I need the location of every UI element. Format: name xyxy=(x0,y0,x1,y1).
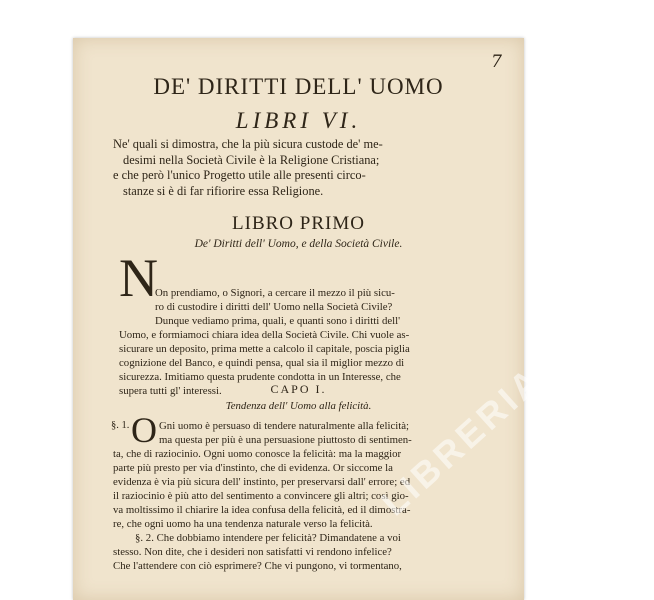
chapter-title: CAPO I. xyxy=(270,382,327,396)
paragraph-line: sicurare un deposito, prima mette a calcolo il capitale, poscia piglia xyxy=(119,343,410,355)
paragraph-line: il raziocinio è più atto del sentimento a convincere gli altri; così gio- xyxy=(113,490,409,502)
page-number: 7 xyxy=(491,52,502,72)
intro-line: desimi nella Società Civile è la Religione Cristiana; xyxy=(123,152,380,167)
paragraph-line: ta, che di raziocinio. Ogni uomo conosce la felicità: ma la maggior xyxy=(113,448,402,460)
page-title: DE' DIRITTI DELL' UOMO xyxy=(153,74,444,99)
paragraph-line: re, che ogni uomo ha una tendenza naturale verso la felicità. xyxy=(113,518,373,530)
drop-cap: N xyxy=(119,248,158,308)
paragraph-line: supera tutti gl' interessi. xyxy=(119,385,222,397)
paragraph-line: Che l'attendere con ciò esprimere? Che vi pungono, vi tormentano, xyxy=(113,560,402,572)
watermark: LIBRERIA xyxy=(373,357,551,524)
intro-line: stanze si è di far rifiorire essa Religione. xyxy=(123,183,324,198)
intro-paragraph xyxy=(113,137,483,199)
drop-cap: O xyxy=(131,410,157,450)
paragraph-line: Gni uomo è persuaso di tendere naturalmente alla felicità; xyxy=(159,420,410,432)
intro-line: Ne' quali si dimostra, che la più sicura custode de' me- xyxy=(113,137,383,151)
section-number: §. 1. xyxy=(111,420,130,431)
paragraph-line: sicurezza. Imitiamo questa prudente condotta in un Interesse, che xyxy=(119,371,401,383)
section-paragraph xyxy=(159,419,495,447)
section-paragraph-continued xyxy=(113,447,493,531)
paragraph-line: Uomo, e formiamoci chiara idea della Società Civile. Chi vuole as- xyxy=(119,329,410,341)
paragraph-line: parte più presto per via d'instinto, che di evidenza. Or siccome la xyxy=(113,462,393,474)
paragraph-line: evidenza è via più sicura dell' instinto, per preservarsi dall' errore; ed xyxy=(113,476,411,488)
paragraph-line: cognizione del Banco, e quindi pensa, qual sia il miglior mezzo di xyxy=(119,357,405,369)
paragraph-line: ro di custodire i diritti dell' Uomo nella Società Civile? xyxy=(155,301,393,313)
paragraph-line: On prendiamo, o Signori, a cercare il mezzo il più sicu- xyxy=(155,287,395,299)
book-title: LIBRO PRIMO xyxy=(232,213,365,234)
opening-paragraph xyxy=(155,286,491,328)
paragraph-line: ma questa per più è una persuasione piuttosto di sentimen- xyxy=(159,434,412,446)
paragraph-line: va moltissimo il chiarire la idea confusa della felicità, ed il dimostra- xyxy=(113,504,411,516)
book-page xyxy=(73,38,551,600)
chapter-subtitle: Tendenza dell' Uomo alla felicità. xyxy=(225,400,372,412)
paragraph-line: §. 2. Che dobbiamo intendere per felicità? Dimandatene a voi xyxy=(135,532,401,544)
page-subtitle: LIBRI VI. xyxy=(235,108,362,133)
paragraph-line: stesso. Non dite, che i desideri non satisfatti vi rendono infelice? xyxy=(113,546,392,558)
book-subtitle: De' Diritti dell' Uomo, e della Società Civile. xyxy=(194,238,403,250)
section-paragraph xyxy=(113,531,493,573)
paragraph-line: Dunque vediamo prima, quali, e quanti sono i diritti dell' xyxy=(155,315,401,327)
intro-line: e che però l'unico Progetto utile alle presenti circo- xyxy=(113,168,366,182)
